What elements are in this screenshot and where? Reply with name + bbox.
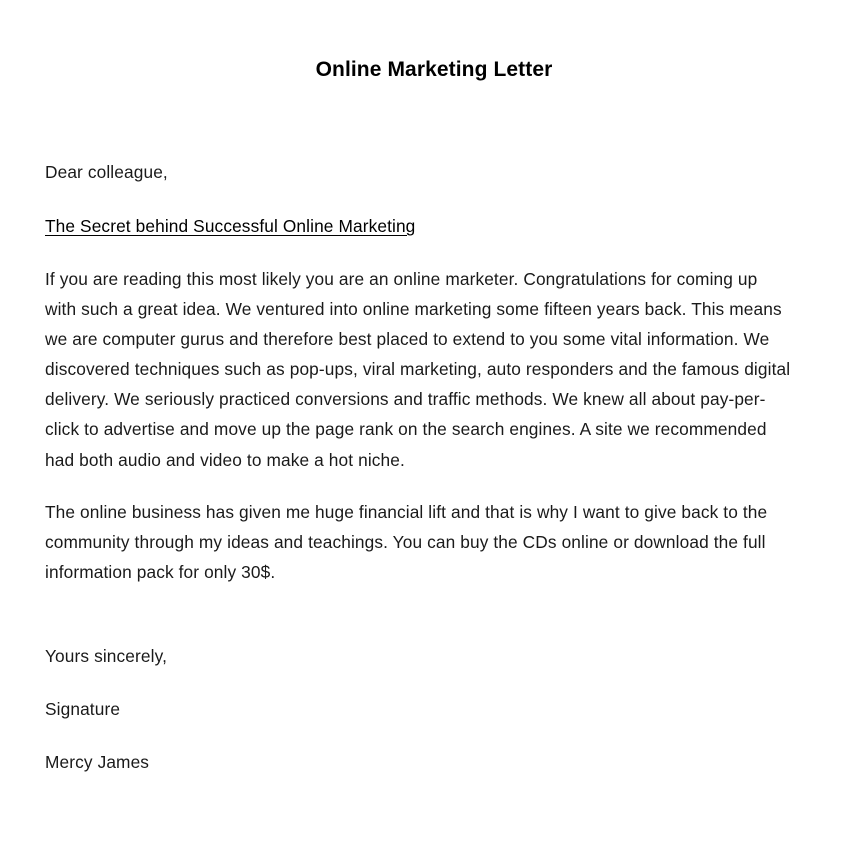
paragraph-line: delivery. We seriously practiced conversions and traffic methods. We knew all about pay-per- [45,389,766,410]
closing: Yours sincerely, [45,646,167,666]
signature-placeholder: Signature [45,699,121,719]
body-paragraph-2 [45,497,835,587]
paragraph-line: had both audio and video to make a hot niche. [45,449,405,470]
subject-line: The Secret behind Successful Online Marketing [45,216,416,236]
paragraph-line: The online business has given me huge financial lift and that is why I want to give back to the [45,502,768,522]
paragraph-line: discovered techniques such as pop-ups, viral marketing, auto responders and the famous digital [45,359,791,380]
paragraph-line: we are computer gurus and therefore best placed to extend to you some vital information. We [45,329,770,350]
salutation: Dear colleague, [45,162,168,182]
body-paragraph-1 [45,264,835,475]
paragraph-line: If you are reading this most likely you are an online marketer. Congratulations for coming up [45,269,758,289]
sender-name: Mercy James [45,752,150,772]
paragraph-line: click to advertise and move up the page rank on the search engines. A site we recommended [45,419,767,440]
paragraph-line: community through my ideas and teachings. You can buy the CDs online or download the full [45,532,766,553]
paragraph-line: information pack for only 30$. [45,562,276,583]
paragraph-line: with such a great idea. We ventured into online marketing some fifteen years back. This means [45,299,782,320]
letter-title: Online Marketing Letter [315,58,553,81]
